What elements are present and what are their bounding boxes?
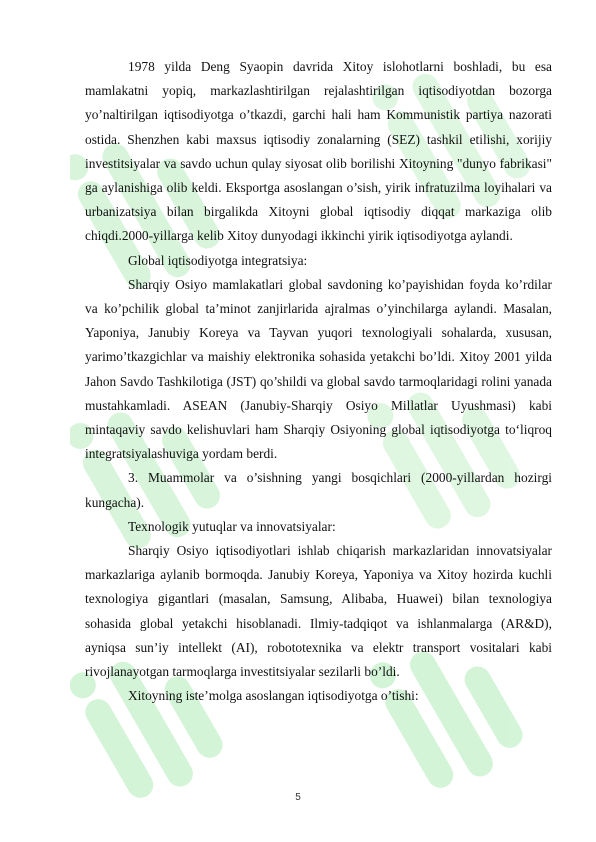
page-number: 5 [295,792,301,803]
heading-global-integration: Global iqtisodiyotga integratsiya: [128,252,308,268]
paragraph-global-trade: Sharqiy Osiyo mamlakatlari global savdoning ko’payishidan foyda ko’rdilar va ko’pchilik global ta’minot zanjirlarida ajralmas o’yinchilarga aylandi. Masalan, Yaponiya, Janubiy Koreya va Tayvan yuqori texnologiyali sohalarda, xususan, yarimo’tkazgichlar va maishiy elektronika sohasida yetakchi bo’ldi. Xitoy 2001 yilda Jahon Savdo Tashkilotiga (JST) qo’shildi va global savdo tarmoqlaridagi rolini yanada mustahkamladi. ASEAN (Janubiy-Sharqiy Osiyo Millatlar Uyushmasi) kabi mintaqaviy savdo kelishuvlari ham Sharqiy Osiyoning global iqtisodiyotga to‘liqroq integratsiyalashuviga yordam berdi. [85,276,552,462]
body-text [85,55,552,708]
paragraph-innovation: Sharqiy Osiyo iqtisodiyotlari ishlab chiqarish markazlaridan innovatsiyalar markazlariga aylanib bormoqda. Janubiy Koreya, Yaponiya va Xitoy hozirda kuchli texnologiya gigantlari (masalan, Samsung, Alibaba, Huawei) bilan texnologiya sohasida global yetakchi hisoblanadi. Ilmiy-tadqiqot va ishlanmalarga (AR&D), ayniqsa sun’iy intellekt (AI), robototexnika va elektr transport vositalari kabi rivojlanayotgan tarmoqlarga investitsiyalar sezilarli bo’ldi. [85,543,552,680]
paragraph-reforms: 1978 yilda Deng Syaopin davrida Xitoy islohotlarni boshladi, bu esa mamlakatni yopiq, markazlashtirilgan rejalashtirilgan iqtisodiyotdan bozorga yo’naltirilgan iqtisodiyotga o’tkazdi, garchi hali ham Kommunistik partiya nazorati ostida. Shenzhen kabi maxsus iqtisodiy zonalarning (SEZ) tashkil etilishi, xorijiy investitsiyalar va savdo uchun qulay siyosat olib borilishi Xitoyning "dunyo fabrikasi" ga aylanishiga olib keldi. Eksportga asoslangan o’sish, yirik infratuzilma loyihalari va urbanizatsiya bilan birgalikda Xitoyni global iqtisodiy diqqat markaziga olib chiqdi.2000-yillarga kelib Xitoy dunyodagi ikkinchi yirik iqtisodiyotga aylandi. [85,59,552,244]
section-heading-challenges: 3. Muammolar va o’sishning yangi bosqichlari (2000-yillardan hozirgi kungacha). [85,470,552,510]
heading-technology: Texnologik yutuqlar va innovatsiyalar: [128,518,336,534]
heading-consumption-transition: Xitoyning iste’molga asoslangan iqtisodiyotga o’tishi: [128,688,419,704]
